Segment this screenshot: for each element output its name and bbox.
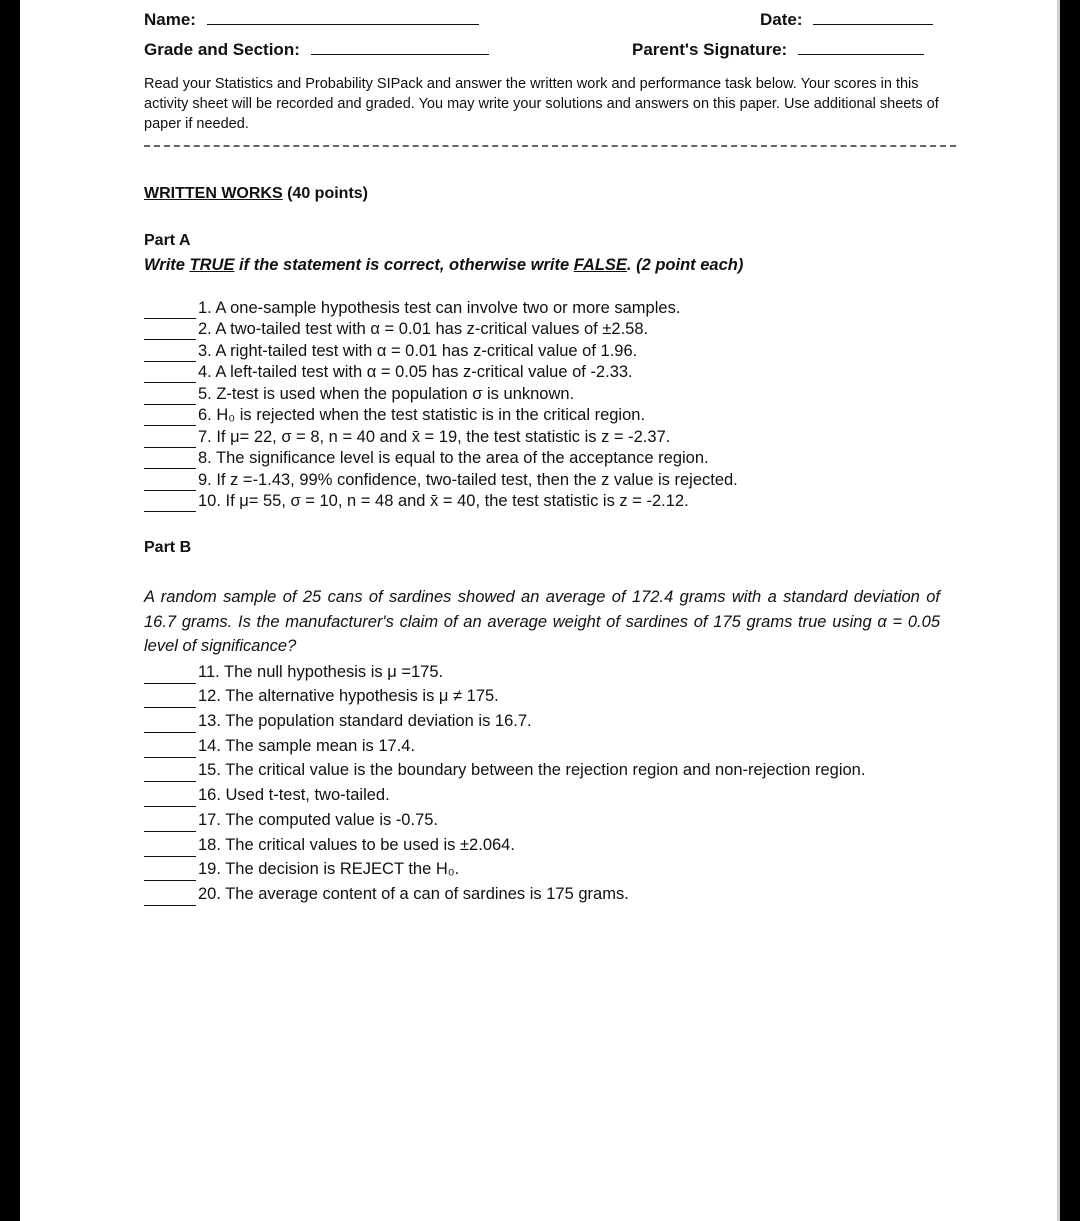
instr-true: TRUE bbox=[189, 256, 235, 274]
item-text: 2. A two-tailed test with α = 0.01 has z-critical values of ±2.58. bbox=[198, 320, 649, 338]
answer-blank[interactable] bbox=[144, 497, 196, 512]
item-text: 1. A one-sample hypothesis test can involve two or more samples. bbox=[198, 298, 681, 317]
list-item bbox=[144, 362, 738, 384]
list-item bbox=[144, 857, 865, 882]
item-text: 6. H₀ is rejected when the test statistic is in the critical region. bbox=[198, 406, 646, 424]
part-b-title: Part B bbox=[144, 539, 192, 556]
part-b-list bbox=[144, 659, 865, 906]
list-item bbox=[144, 708, 865, 733]
written-works-title: WRITTEN WORKS bbox=[144, 185, 283, 202]
date-field bbox=[760, 10, 933, 30]
date-label: Date: bbox=[760, 10, 803, 29]
dashed-divider bbox=[144, 145, 956, 147]
item-text: 18. The critical values to be used is ±2.064. bbox=[198, 835, 515, 854]
intro-text: Read your Statistics and Probability SIPack and answer the written work and performance task below. Your scores in this activity sheet will be recorded and graded. You may write your solutions and answers on this paper. Use additional sheets of paper if needed. bbox=[144, 76, 939, 132]
list-item bbox=[144, 448, 738, 470]
instr-false: FALSE bbox=[573, 256, 627, 274]
list-item bbox=[144, 832, 865, 857]
answer-blank[interactable] bbox=[144, 433, 196, 448]
item-text: 15. The critical value is the boundary between the rejection region and non-rejection region. bbox=[198, 761, 866, 780]
item-text: 12. The alternative hypothesis is μ ≠ 175. bbox=[198, 687, 499, 706]
name-blank[interactable] bbox=[207, 10, 479, 25]
item-text: 10. If μ= 55, σ = 10, n = 48 and x̄ = 40, the test statistic is z = -2.12. bbox=[198, 492, 689, 510]
list-item bbox=[144, 659, 865, 684]
answer-blank[interactable] bbox=[144, 669, 196, 684]
parent-signature-field bbox=[632, 40, 924, 60]
part-a-instructions bbox=[144, 256, 743, 275]
item-text: 14. The sample mean is 17.4. bbox=[198, 736, 416, 755]
list-item bbox=[144, 491, 738, 513]
item-text: 3. A right-tailed test with α = 0.01 has z-critical value of 1.96. bbox=[198, 341, 638, 360]
answer-blank[interactable] bbox=[144, 304, 196, 319]
instr-mid: if the statement is correct, otherwise write bbox=[234, 256, 574, 274]
part-a-title: Part A bbox=[144, 232, 191, 249]
activity-sheet bbox=[20, 0, 1060, 1221]
grade-section-field bbox=[144, 40, 489, 60]
list-item bbox=[144, 383, 738, 405]
item-text: 5. Z-test is used when the population σ is unknown. bbox=[198, 384, 575, 403]
name-field bbox=[144, 10, 479, 30]
answer-blank[interactable] bbox=[144, 767, 196, 782]
part-b-problem: A random sample of 25 cans of sardines showed an average of 172.4 grams with a standard deviation of 16.7 grams. Is the manufacturer's claim of an average weight of sardines of 175 grams true using α = 0.05 level of significance? bbox=[144, 588, 940, 655]
answer-blank[interactable] bbox=[144, 347, 196, 362]
list-item bbox=[144, 782, 865, 807]
answer-blank[interactable] bbox=[144, 866, 196, 881]
answer-blank[interactable] bbox=[144, 842, 196, 857]
date-blank[interactable] bbox=[813, 10, 933, 25]
part-a-list bbox=[144, 297, 738, 512]
list-item bbox=[144, 469, 738, 491]
answer-blank[interactable] bbox=[144, 743, 196, 758]
item-text: 7. If μ= 22, σ = 8, n = 40 and x̄ = 19, the test statistic is z = -2.37. bbox=[198, 427, 671, 446]
name-label: Name: bbox=[144, 10, 196, 29]
item-text: 17. The computed value is -0.75. bbox=[198, 810, 439, 829]
item-text: 4. A left-tailed test with α = 0.05 has z-critical value of -2.33. bbox=[198, 363, 633, 381]
answer-blank[interactable] bbox=[144, 476, 196, 491]
list-item bbox=[144, 881, 865, 906]
item-text: 11. The null hypothesis is μ =175. bbox=[198, 662, 444, 681]
instr-post: . (2 point each) bbox=[626, 256, 744, 274]
list-item bbox=[144, 733, 865, 758]
answer-blank[interactable] bbox=[144, 792, 196, 807]
grade-section-label: Grade and Section: bbox=[144, 40, 300, 59]
grade-section-blank[interactable] bbox=[311, 40, 489, 55]
answer-blank[interactable] bbox=[144, 718, 196, 733]
written-works-heading bbox=[144, 185, 368, 203]
answer-blank[interactable] bbox=[144, 891, 196, 906]
list-item bbox=[144, 297, 738, 319]
answer-blank[interactable] bbox=[144, 411, 196, 426]
item-text: 8. The significance level is equal to the area of the acceptance region. bbox=[198, 449, 709, 467]
item-text: 9. If z =-1.43, 99% confidence, two-tailed test, then the z value is rejected. bbox=[198, 470, 738, 489]
item-text: 20. The average content of a can of sardines is 175 grams. bbox=[198, 884, 629, 903]
answer-blank[interactable] bbox=[144, 390, 196, 405]
list-item bbox=[144, 405, 738, 427]
parent-signature-blank[interactable] bbox=[798, 40, 924, 55]
item-text: 13. The population standard deviation is 16.7. bbox=[198, 712, 532, 731]
instr-pre: Write bbox=[144, 256, 190, 274]
list-item bbox=[144, 684, 865, 709]
answer-blank[interactable] bbox=[144, 454, 196, 469]
item-text: 16. Used t-test, two-tailed. bbox=[198, 786, 390, 805]
list-item bbox=[144, 426, 738, 448]
list-item bbox=[144, 807, 865, 832]
list-item bbox=[144, 340, 738, 362]
answer-blank[interactable] bbox=[144, 693, 196, 708]
item-text: 19. The decision is REJECT the H₀. bbox=[198, 860, 460, 879]
written-works-points: (40 points) bbox=[282, 185, 368, 202]
answer-blank[interactable] bbox=[144, 368, 196, 383]
list-item bbox=[144, 319, 738, 341]
answer-blank[interactable] bbox=[144, 325, 196, 340]
parent-signature-label: Parent's Signature: bbox=[632, 40, 788, 59]
list-item bbox=[144, 758, 865, 783]
answer-blank[interactable] bbox=[144, 817, 196, 832]
page-edge bbox=[1057, 0, 1060, 1221]
